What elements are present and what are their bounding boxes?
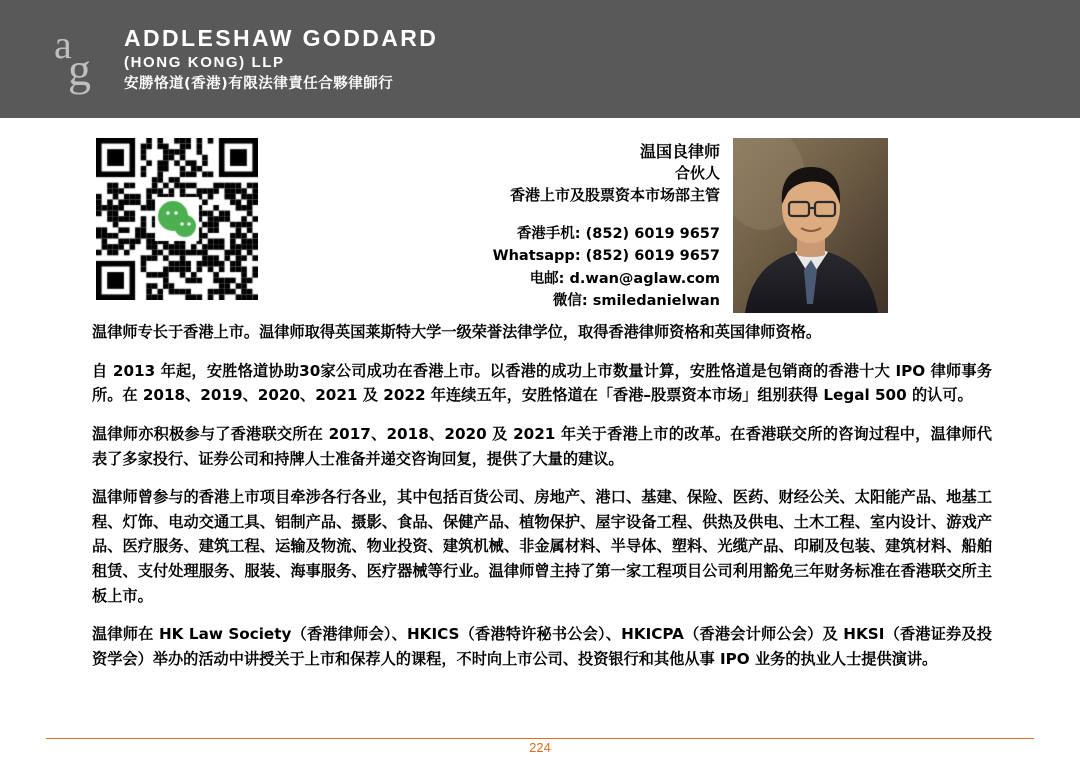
document-header [0, 0, 1080, 118]
contact-mobile: 香港手机: (852) 6019 9657 [516, 225, 720, 242]
ag-monogram-icon: a g [54, 22, 91, 95]
portrait-photo [733, 138, 888, 313]
contact-whatsapp: Whatsapp: (852) 6019 9657 [492, 248, 720, 265]
firm-name: ADDLESHAW GODDARD [124, 25, 439, 52]
firm-name-chinese: 安勝恪道(香港)有限法律責任合夥律師行 [124, 75, 394, 92]
contact-title: 香港上市及股票资本市场部主管 [509, 185, 720, 204]
contact-role: 合伙人 [674, 164, 720, 183]
firm-identity [124, 24, 438, 93]
contact-email[interactable]: 电邮: d.wan@aglaw.com [529, 270, 720, 287]
paragraph-5: 温律师在 HK Law Society（香港律师会）、HKICS（香港特许秘书公会）、HKICPA（香港会计师公会）及 HKSI（香港证券及投资学会）举办的活动中讲授关于上市和保荐人的课程，不时向上市公司、投资银行和其他从事 IPO 业务的执业人士提供演讲。 [92, 625, 992, 668]
biography-text [92, 320, 992, 672]
paragraph-3: 温律师亦积极参与了香港联交所在 2017、2018、2020 及 2021 年关于香港上市的改革。在香港联交所的咨询过程中，温律师代表了多家投行、证券公司和持牌人士准备并递交咨询回复，提供了大量的建议。 [92, 424, 992, 468]
page-number: 224 [529, 740, 551, 755]
contact-section [0, 118, 1080, 314]
wechat-qr-code-icon [96, 138, 258, 300]
contact-wechat: 微信: smiledanielwan [552, 293, 720, 310]
paragraph-1: 温律师专长于香港上市。温律师取得英国莱斯特大学一级荣誉法律学位，取得香港律师资格和英国律师资格。 [92, 323, 821, 341]
footer-divider [46, 738, 1034, 739]
contact-details [380, 140, 720, 313]
paragraph-2: 自 2013 年起，安胜恪道协助30家公司成功在香港上市。以香港的成功上市数量计算，安胜恪道是包销商的香港十大 IPO 律师事务所。在 2018、2019、2020、2021 及 2022 年连续五年，安胜恪道在「香港–股票资本市场」组别获得 Legal 500 的认可。 [92, 361, 992, 405]
contact-name: 温国良律师 [639, 142, 720, 161]
firm-entity: (HONG KONG) LLP [124, 53, 285, 71]
paragraph-4: 温律师曾参与的香港上市项目牵涉各行各业，其中包括百货公司、房地产、港口、基建、保险、医药、财经公关、太阳能产品、地基工程、灯饰、电动交通工具、铝制产品、摄影、食品、保健产品、植物保护、屋宇设备工程、供热及供电、土木工程、室内设计、游戏产品、医疗服务、建筑工程、运输及物流、物业投资、建筑机械、非金属材料、半导体、塑料、光缆产品、印刷及包装、建筑材料、船舶租赁、支付处理服务、服装、海事服务、医疗器械等行业。温律师曾主持了第一家工程项目公司利用豁免三年财务标准在香港联交所主板上市。 [92, 488, 992, 605]
